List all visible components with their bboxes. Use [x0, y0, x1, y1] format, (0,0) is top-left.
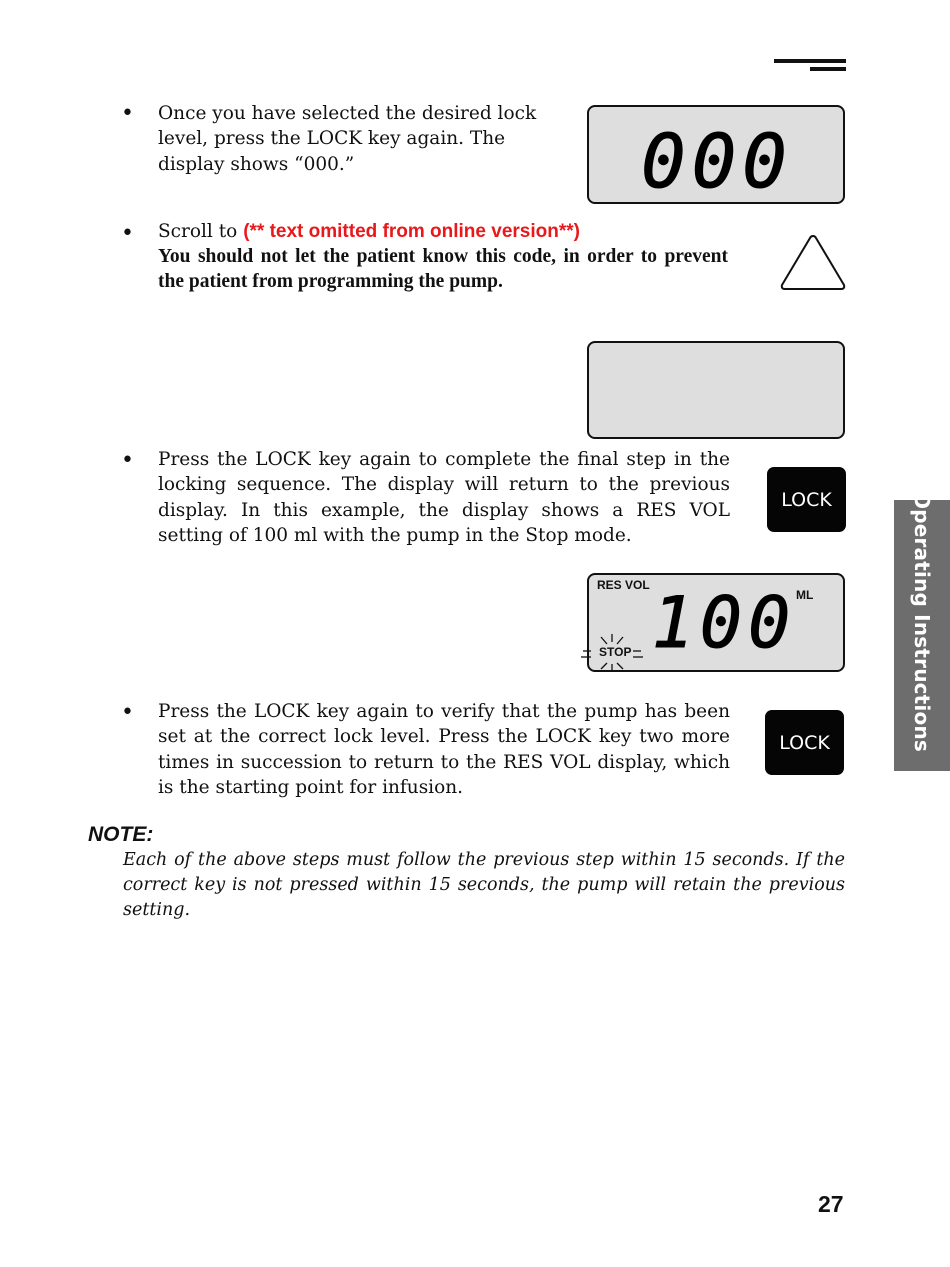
page-number: 27: [818, 1191, 844, 1217]
lcd-digit-text: 000: [641, 119, 793, 202]
step4-text: [158, 699, 730, 800]
stop-indicator: STOP: [599, 645, 632, 659]
step3-text: [158, 447, 730, 548]
patient-warning: You should not let the patient know this code, in order to prevent the patient from programming the pump.: [158, 246, 728, 293]
step3-paragraph: Press the LOCK key again to complete the final step in the locking sequence. The display will return to the previous display. In this example, the display shows a RES VOL setting of 100 ml with the pump in the Stop mode.: [158, 449, 730, 546]
resvol-value: 100: [651, 582, 797, 664]
step1-text: [158, 101, 566, 177]
note-label: NOTE:: [88, 823, 154, 846]
lock-key-button[interactable]: LOCK: [765, 710, 844, 775]
resvol-label: RES VOL: [597, 578, 650, 592]
side-tab: [894, 492, 950, 771]
bullet: •: [121, 700, 134, 725]
step2-lead: Scroll to: [158, 221, 244, 242]
lcd-display-blank: [587, 341, 845, 439]
bullet: •: [121, 101, 134, 126]
omitted-text: (** text omitted from online version**): [243, 221, 580, 242]
bullet: •: [121, 448, 134, 473]
up-triangle-key-icon: [778, 233, 848, 293]
side-tab-label: Operating Instructions: [910, 492, 934, 752]
unit-label: ML: [796, 588, 814, 602]
lock-key-button[interactable]: LOCK: [767, 467, 846, 532]
note-text: Each of the above steps must follow the previous step within 15 seconds. If the correct key is not pressed within 15 seconds, the pump will retain the previous setting.: [123, 850, 845, 920]
step1-paragraph: Once you have selected the desired lock level, press the LOCK key again. The display shows “000.”: [158, 103, 537, 175]
double-rule-icon: [774, 58, 846, 72]
lcd-display-resvol: [587, 573, 845, 672]
lcd-digits: [589, 107, 843, 202]
step4-paragraph: Press the LOCK key again to verify that the pump has been set at the correct lock level. Press the LOCK key two more times in succession to return to the RES VOL display, which is the starting point for infusion.: [158, 701, 730, 798]
note-body: [123, 848, 845, 923]
bullet: •: [121, 221, 134, 246]
lcd-display-000: [587, 105, 845, 204]
step2-text: [158, 219, 728, 294]
